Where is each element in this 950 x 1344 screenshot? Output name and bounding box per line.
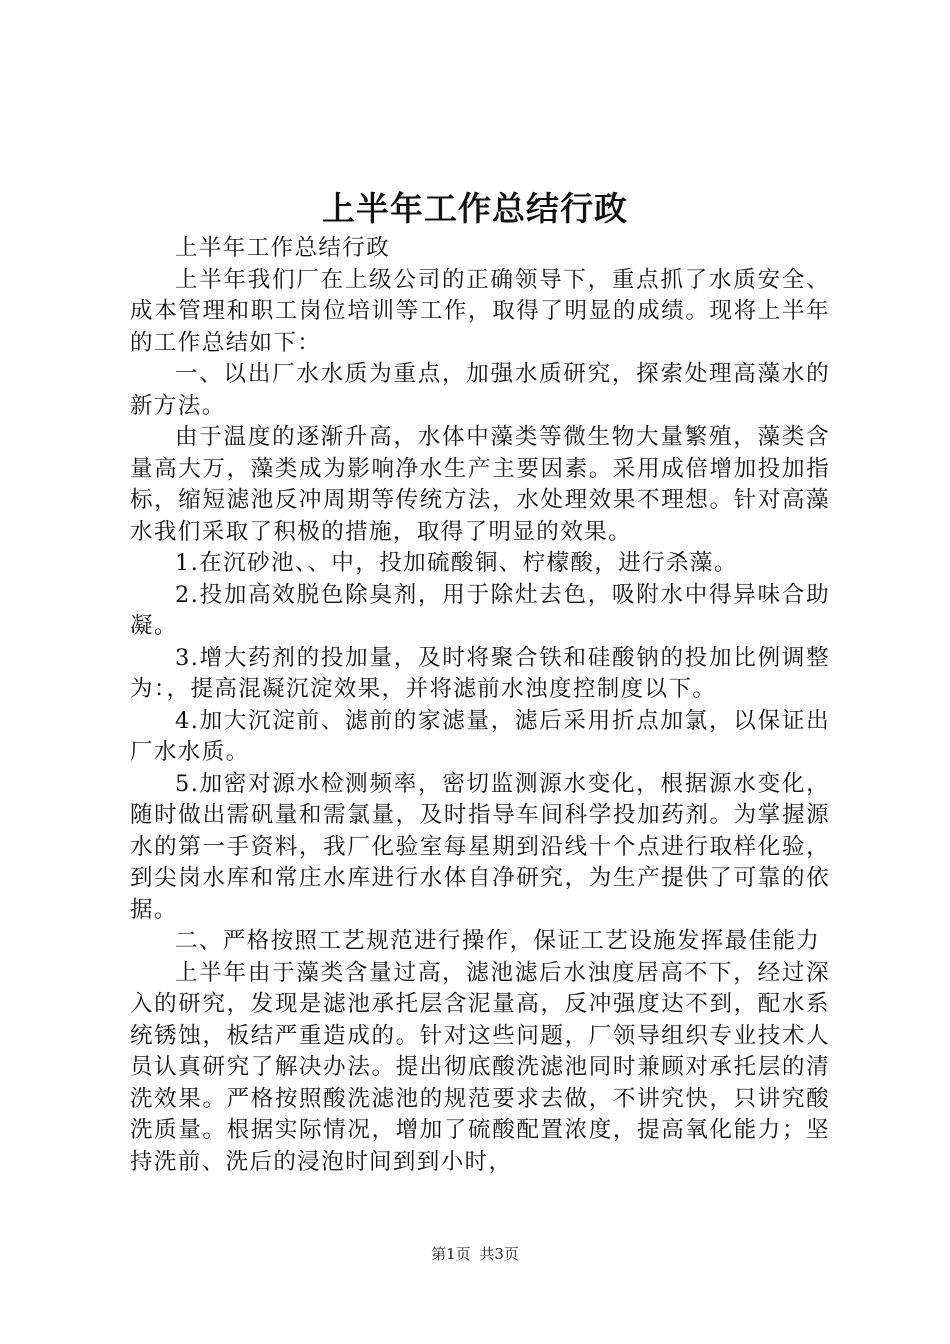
paragraph: 上半年工作总结行政 <box>175 235 391 261</box>
document-body <box>130 233 830 1178</box>
paragraph: 5.加密对源水检测频率，密切监测源水变化，根据源水变化，随时做出需矾量和需氯量，及时指导车间科学投加药剂。为掌握源水的第一手资料，我厂化验室每星期到沿线十个点进行取样化验，到尖岗水库和常庄水库进行水体自净研究，为生产提供了可靠的依据。 <box>130 770 830 923</box>
paragraph: 3.增大药剂的投加量，及时将聚合铁和硅酸钠的投加比例调整为：，提高混凝沉淀效果，并将滤前水浊度控制度以下。 <box>130 644 830 702</box>
paragraph: 上半年由于藻类含量过高，滤池滤后水浊度居高不下，经过深入的研究，发现是滤池承托层含泥量高，反冲强度达不到，配水系统锈蚀，板结严重造成的。针对这些问题，厂领导组织专业技术人员认真研究了解决办法。提出彻底酸洗滤池同时兼顾对承托层的清洗效果。严格按照酸洗滤池的规范要求去做，不讲究快，只讲究酸洗质量。根据实际情况，增加了硫酸配置浓度，提高氧化能力；坚持洗前、洗后的浸泡时间到到小时， <box>130 959 830 1175</box>
paragraph: 1.在沉砂池、、中，投加硫酸铜、柠檬酸，进行杀藻。 <box>175 550 738 576</box>
page-footer <box>0 1244 950 1264</box>
page-number: 第1页 <box>431 1245 471 1263</box>
paragraph: 二、严格按照工艺规范进行操作，保证工艺设施发挥最佳能力 <box>175 928 821 954</box>
paragraph: 4.加大沉淀前、滤前的家滤量，滤后采用折点加氯，以保证出厂水水质。 <box>130 707 830 765</box>
page-total: 共3页 <box>479 1245 519 1263</box>
paragraph: 一、以出厂水水质为重点，加强水质研究，探索处理高藻水的新方法。 <box>130 361 830 419</box>
paragraph: 上半年我们厂在上级公司的正确领导下，重点抓了水质安全、成本管理和职工岗位培训等工作，取得了明显的成绩。现将上半年的工作总结如下： <box>130 266 830 356</box>
paragraph: 由于温度的逐渐升高，水体中藻类等微生物大量繁殖，藻类含量高大万，藻类成为影响净水生产主要因素。采用成倍增加投加指标，缩短滤池反冲周期等传统方法，水处理效果不理想。针对高藻水我们采取了积极的措施，取得了明显的效果。 <box>130 424 830 545</box>
document-title: 上半年工作总结行政 <box>322 189 628 228</box>
paragraph: 2.投加高效脱色除臭剂，用于除灶去色，吸附水中得异味合助凝。 <box>130 581 830 639</box>
